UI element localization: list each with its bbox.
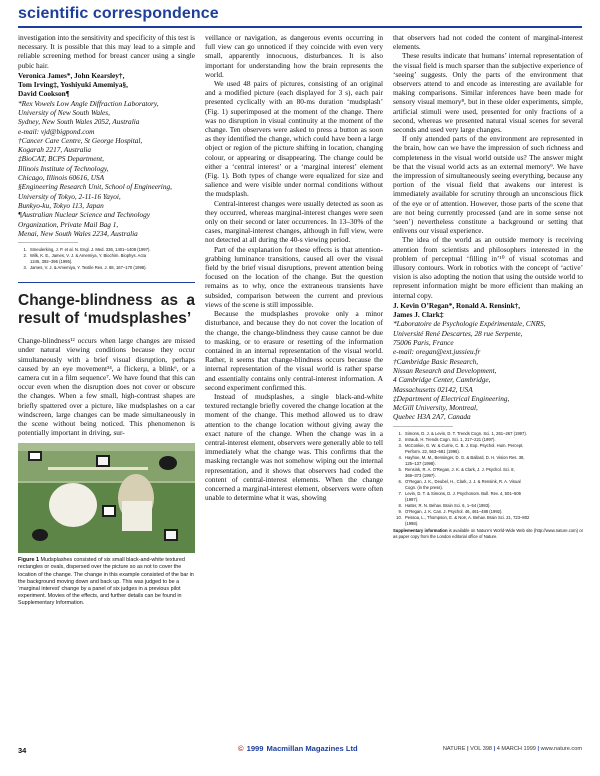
reference-text: Wilk, K. E., James, V. J. & Amemiya, Y. Biochim. Biophys. Acta	[30, 253, 147, 259]
mudsplash-4-inner	[104, 507, 114, 515]
reference-text: (1997).	[405, 496, 419, 502]
reference-text: 1245, 392–396 (1995).	[30, 259, 73, 265]
reference-text: Perform. 22, 563–581 (1996).	[405, 448, 460, 454]
affiliation-line: Massachusetts 02142, USA	[393, 384, 473, 394]
affiliation-line: †Cambridge Basic Research,	[393, 356, 479, 366]
body-paragraph: Because the mudsplashes provoke only a minor disturbance, and because they do not cover the location of the change, the change-blindness they cause cannot be due to masking, or to erasure or resetting of the information contained in an internal representation of the visual world. Rather, it seems that change-blindness occurs because the internal representation of the visual world is rather sparse and essentially contains only central-interest information. A second experiment confirmed this.	[205, 309, 383, 392]
reference-number: 1.	[398, 430, 402, 436]
affiliations	[393, 319, 583, 421]
affiliation-line: 75006 Paris, France	[393, 338, 454, 348]
affiliation-line: Menai, New South Wales 2234, Australia	[18, 228, 138, 238]
mudsplash-5	[32, 529, 48, 541]
affiliations	[18, 99, 195, 238]
reference-number: 3.	[23, 265, 27, 271]
reference-text: Rensink, R. A. O’Regan, J. K. & Clark, J. J. Psychol. Sci. 8,	[405, 466, 515, 472]
affiliation-line: e-mail: oregan@ext.jussieu.fr	[393, 347, 481, 357]
affiliation-line: ‡BioCAT, BCPS Department,	[18, 154, 104, 164]
reference-number: 9.	[398, 508, 402, 514]
body-paragraph: that observers had not coded the content of marginal-interest elements.	[393, 33, 583, 52]
separator: |	[467, 746, 469, 752]
affiliation-line: †Cancer Care Centre, St George Hospital,	[18, 135, 143, 145]
article-title: Change-blindness as a result of ‘mudsplashes’	[18, 292, 195, 327]
body-paragraph: If only attended parts of the environment are represented in the brain, how can we have the impression of such richness and completeness in the visual world outside us? The answer might be that the visual world acts as an external memory⁹. We have the impression of simultaneously seeing everything, because any portion of the visual field that awakens our interest is immediately available for scrutiny through an unconscious flick of the eye or of attention. However, those parts of the scene that are not being currently processed (and are in some sense not ‘seen’) nevertheless constitute a background or setting that enlivens our visual experience.	[393, 134, 583, 236]
references-rule	[18, 242, 78, 243]
reference-text: Pessoa, L., Thompson, E. & Noë, A. Behav. Brain Sci. 21, 723–802	[405, 514, 530, 520]
author-block-2	[393, 301, 583, 422]
body-paragraph: Part of the explanation for these effects is that attention-grabbing luminance transitions, caused all over the visual field by the brief visual disruptions, prevent attention being focused on the location of the change. But the question remains as to why, once the extraneous transients have subsided, comparison between the current and previous views of the scene is still impossible.	[205, 244, 383, 309]
page-number: 34	[18, 746, 27, 755]
reference-number: 6.	[398, 478, 402, 484]
mudsplash-2-inner	[98, 457, 108, 465]
reference-text: Hatter, R. N. Behav. Brain Sci. 6, 1–54 (1983).	[405, 502, 491, 508]
figure-photo	[18, 443, 195, 553]
reference-text: Simons, D. J. & Levin, D. T. Trends Cogn. Sci. 1, 261–267 (1997).	[405, 430, 527, 436]
reference-text: Smeulerking, J. P. et al. N. Engl. J. Med. 336, 1401–1408 (1997).	[30, 247, 151, 253]
column-3	[393, 33, 583, 540]
figure-caption-text: Mudsplashes consisted of six small black-and-white textured rectangles or ovals, dispersed over the picture so as not to cover the location of the change. The change in this example consisted of the bar in the background moving down and back up. This was judged to be a ‘marginal interest’ change by a panel of six judges in a previous pilot experiment. Movies of the effects, and further details can be found in Supplementary Information.	[18, 557, 194, 606]
reference-text: McConkie, G. W. & Currie, C. B. J. Exp. Psychol. Hum. Percept.	[405, 442, 524, 448]
separator: |	[493, 746, 496, 752]
reference-number: 2.	[23, 253, 27, 259]
body-paragraph: Central-interest changes were usually detected as soon as they occurred, whereas marginal-interest changes were seen only on their second or later occurrences. In 13–30% of the cases, marginal-interest changes, although in full view, were not detected at all during the 40-s viewing period.	[205, 198, 383, 245]
references-list-1	[18, 247, 195, 271]
affiliation-line: Kogarah 2217, Australia	[18, 145, 92, 155]
affiliation-line: ¶Australian Nuclear Science and Technology	[18, 210, 151, 220]
mudsplash-3	[159, 456, 177, 470]
photo-grass	[18, 483, 195, 553]
journal-date: 4 MARCH 1999	[496, 746, 536, 752]
reference-number	[393, 521, 402, 527]
copyright-icon: ©	[238, 744, 244, 753]
journal-footer	[443, 746, 582, 752]
column-2	[205, 33, 383, 502]
body-paragraph: Change-blindness¹² occurs when large changes are missed under natural viewing conditions because they occur simultaneously with a brief visual disruption, perhaps caused by an eye movement³⁴, a flickerµ, a blink⁶, or a camera cut in a film sequence⁷. We have found that this can occur even when the disruption does not cover or obscure the changes. When a few small, high-contrast shapes are briefly spattered over a picture, like mudsplashes on a car windscreen, large changes can be made simultaneously in the scene without being noticed. This phenomenon is potentially important in driving, sur-	[18, 336, 195, 438]
reference-number: 10.	[396, 514, 402, 520]
reference-item	[18, 265, 195, 271]
copyright-year: 1999	[246, 744, 264, 753]
section-rule	[18, 282, 195, 283]
body-paragraph: Instead of mudsplashes, a single black-and-white textured rectangle briefly covered the change location at the moment of the change. This method allowed us to draw attention to the change location without giving away the exact nature of the change. When the change was in a central-interest element, observers were generally able to tell immediately what the change was. This confirms that the masking rectangle was not somehow wiping out the internal representation, and it shows that observers had coded the content of central-interest elements. When the change concerned a marginal-interest element, observers were often unable to determine what it was, showing	[205, 391, 383, 503]
reference-number: 2.	[398, 436, 402, 442]
author-block-1	[18, 71, 195, 238]
figure-caption	[18, 557, 195, 607]
reference-number: 4.	[398, 454, 402, 460]
figure-caption-label: Figure 1	[18, 557, 39, 564]
intro-paragraph: investigation into the sensitivity and specificity of this test is necessary. It is possible that this may lead to a simple and reliable screening method for breast cancer using a single pubic hair.	[18, 33, 195, 70]
reference-item	[393, 521, 583, 527]
reference-number: 3.	[398, 442, 402, 448]
author-names	[393, 301, 583, 320]
mudsplash-1-inner	[30, 453, 40, 459]
reference-text: O’Regan, J. K. Can. J. Psychol. 46, 461–488 (1992).	[405, 508, 503, 514]
reference-text: 368–373 (1997).	[405, 472, 436, 478]
photo-bar	[48, 467, 148, 470]
journal-name: NATURE	[442, 746, 466, 752]
affiliation-line: *Laboratoire de Psychologie Expérimentale, CNRS,	[393, 319, 546, 329]
reference-text: Cogn. (in the press).	[405, 484, 443, 490]
affiliation-line: Nissan Research and Development,	[393, 365, 497, 375]
affiliation-line: Quebec H3A 2A7, Canada	[393, 412, 471, 422]
affiliation-line: University of Tokyo, 2-11-16 Yayoi,	[18, 191, 121, 201]
reference-text: James, V. J. & Amemiya, Y. Textile Res. J. 68, 167–170 (1998).	[30, 265, 147, 271]
reference-number: 5.	[398, 466, 402, 472]
journal-volume: VOL 398	[470, 746, 493, 752]
author-name-line: David Cookson¶	[18, 89, 70, 99]
photo-figure-shirt	[122, 501, 152, 531]
reference-text: (1998).	[405, 520, 419, 526]
body-paragraph: We used 48 pairs of pictures, consisting of an original and a modified picture (each displayed for 3 s), each pair presented cyclically with an 80-ms duration ‘mudsplash’ (Fig. 1) superimposed at the moment of the change. There was no disruption in visual continuity at the moment of the change. Ten observers were asked to press a button as soon as they identified the change, which could have been a large object or region of the picture shifting in location, changing colour, or appearing or disappearing. The change could be either a ‘central interest’ or a ‘marginal interest’ element (Fig. 1). Both types of change were equalized for size and salience and were visible under normal conditions without the mudsplash.	[205, 79, 383, 199]
author-names	[18, 71, 195, 99]
reference-number: 1.	[23, 247, 27, 253]
reference-text: Levin, D. T. & Simons, D. J. Psychonom. Bull. Rev. 4, 501–506	[405, 490, 521, 496]
affiliation-line: Sydney, New South Wales 2052, Australia	[18, 117, 140, 127]
copyright	[238, 744, 358, 753]
affiliation-line: 4 Cambridge Center, Cambridge,	[393, 375, 491, 385]
figure-1-image	[18, 443, 195, 553]
page-section-title: scientific correspondence	[18, 5, 219, 22]
reference-text: O’Regan, J. K., Deubel, H., Clark, J. J. & Rensink, R. A. Visual	[405, 478, 521, 484]
affiliation-line: Bunkyo-ku, Tokyo 113, Japan	[18, 200, 104, 210]
copyright-text: Macmillan Magazines Ltd	[266, 744, 358, 753]
author-name-line: Tom Irving‡, Yoshiyuki Amemiya§,	[18, 80, 128, 90]
affiliation-line: §Engineering Research Unit, School of Engineering,	[18, 182, 172, 192]
affiliation-line: McGill University, Montreal,	[393, 403, 478, 413]
reference-number: 7.	[398, 490, 402, 496]
affiliation-line: Organization, Private Mail Bag 1,	[18, 219, 119, 229]
reference-text: Intraub, H. Trends Cogn. Sci. 1, 217–221 (1997).	[405, 436, 496, 442]
reference-text: Hayhoe, M. M., Bensinger, D. G. & Ballard, D. H. Vision Res. 38,	[405, 454, 525, 460]
reference-number: 8.	[398, 502, 402, 508]
references-list-2	[393, 431, 583, 540]
author-name-line: James J. Clark‡	[393, 310, 444, 320]
header-rule	[18, 26, 582, 28]
photo-figure-white	[49, 483, 97, 527]
separator: |	[537, 746, 540, 752]
column-1	[18, 33, 195, 607]
reference-text: 125–137 (1998).	[405, 460, 436, 466]
affiliation-line: e-mail: vjd@bigpond.com	[18, 126, 95, 136]
body-paragraph: veillance or navigation, as dangerous events occurring in full view can go unnoticed if they coincide with even very small, apparently innocuous, disturbances. It is also important for understanding how the brain represents the world.	[205, 33, 383, 79]
supplementary-text: is available on Nature’s World-Wide Web site (http://www.nature.com) or as paper copy from the London editorial office of Nature.	[393, 527, 583, 539]
body-paragraph: The idea of the world as an outside memory is receiving attention from scientists and philosophers interested in the problem of perceptual ‘filling in’¹⁰ of visual scotomas and illusory contours. Work in robotics with the concept of ‘active’ vision is also adopting the notion that using the outside world to represent information might be more efficient than making an internal copy.	[393, 235, 583, 300]
body-paragraph: These results indicate that humans’ internal representation of the visual field is much sparser than the subjective experience of ‘seeing’ suggests. Only the parts of the environment that observers attend to and encode as interesting are available for making comparisons. Similar inferences have been made for sensory visual memory⁸, but in these older experiments, simple, artificial stimuli were used, presented for only fractions of a second, whereas we presented natural visual scenes for several seconds and used very large changes.	[393, 51, 583, 135]
affiliation-line: *Rex Vowels Low Angle Diffraction Laboratory,	[18, 98, 159, 108]
supplementary-label: Supplementary information	[393, 527, 448, 533]
affiliation-line: Illinois Institute of Technology,	[18, 163, 109, 173]
author-name-line: J. Kevin O’Regan*, Ronald A. Rensink†,	[393, 300, 521, 310]
affiliation-line: University of New South Wales,	[18, 108, 110, 117]
references-rule	[393, 426, 453, 427]
affiliation-line: Université René Descartes, 28 rue Serpente,	[393, 328, 523, 338]
author-name-line: Veronica James*, John Kearsley†,	[18, 70, 125, 80]
journal-url: www.nature.com	[540, 746, 582, 752]
mudsplash-6-inner	[166, 531, 176, 539]
affiliation-line: ‡Department of Electrical Engineering,	[393, 393, 510, 403]
affiliation-line: Chicago, Illinois 60616, USA	[18, 173, 105, 183]
supplementary-note	[393, 528, 583, 540]
